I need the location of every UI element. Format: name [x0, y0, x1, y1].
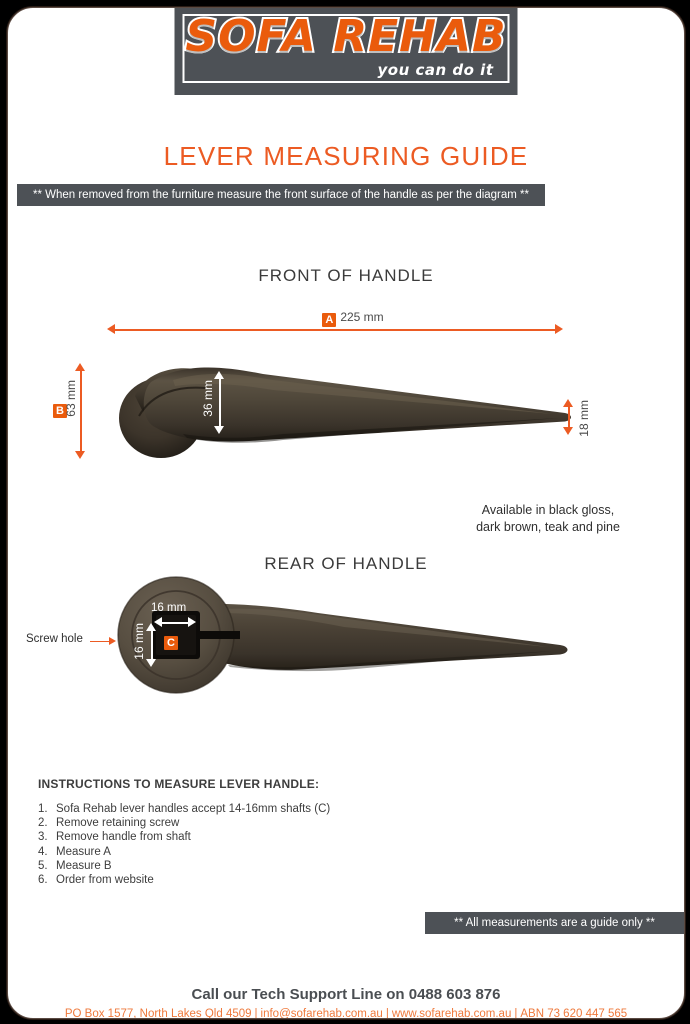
arrow-bar	[90, 641, 110, 643]
list-item	[38, 845, 458, 859]
arrow-tip-right	[109, 637, 116, 645]
list-item-text: Remove handle from shaft	[56, 831, 191, 844]
availability-line-2: dark brown, teak and pine	[476, 519, 620, 534]
list-item-number: 3.	[38, 831, 48, 844]
page-title: LEVER MEASURING GUIDE	[163, 141, 529, 171]
arrow-bar	[219, 376, 221, 429]
list-item-text: Remove retaining screw	[56, 817, 180, 830]
list-item	[38, 830, 458, 844]
dimension-b-value: 63 mm	[64, 380, 78, 417]
list-item-text: Sofa Rehab lever handles accept 14-16mm shafts (C)	[56, 803, 331, 815]
list-item-number: 5.	[38, 859, 48, 872]
list-item-number: 6.	[38, 873, 48, 886]
badge-a: A	[322, 313, 336, 327]
arrow-bar	[159, 622, 191, 624]
list-item-number: 2.	[38, 817, 48, 830]
list-item	[38, 873, 458, 887]
footer-abn: ABN 73 620 447 565	[520, 1008, 628, 1019]
footer-contact-line	[8, 1008, 684, 1019]
list-item-text: Measure A	[56, 845, 111, 858]
list-item-text: Order from website	[56, 873, 154, 886]
list-item	[38, 802, 458, 816]
dimension-tip-value: 18 mm	[577, 400, 591, 437]
dimension-width-value: 16 mm	[151, 602, 187, 614]
arrow-tip-right	[188, 617, 196, 627]
arrow-bar	[112, 329, 558, 331]
dimension-height-value: 16 mm	[132, 623, 146, 660]
screw-hole-label: Screw hole	[26, 633, 83, 645]
arrow-tip-right	[555, 324, 563, 334]
front-of-handle-heading: FRONT OF HANDLE	[258, 266, 434, 285]
footer-separator: |	[254, 1008, 258, 1019]
rear-of-handle-heading: REAR OF HANDLE	[264, 554, 428, 573]
tech-support-line: Call our Tech Support Line on 0488 603 876	[191, 986, 501, 1003]
list-item-text: Measure B	[56, 859, 112, 872]
arrow-tip-bottom	[214, 426, 224, 434]
dimension-width-arrow	[154, 617, 196, 628]
footer-website[interactable]: www.sofarehab.com.au	[391, 1008, 512, 1019]
guide-page	[7, 7, 685, 1019]
screw-hole-arrow-icon	[90, 637, 116, 646]
logo-brand-text: SOFA REHAB	[185, 11, 507, 62]
badge-b: B	[53, 404, 67, 418]
footer-separator: |	[385, 1008, 389, 1019]
dimension-tip-arrow	[563, 399, 574, 435]
footer-address: PO Box 1577, North Lakes Qld 4509	[64, 1008, 252, 1019]
logo-tagline: you can do it	[377, 61, 494, 79]
dimension-a-value: 225 mm	[340, 310, 384, 324]
arrow-tip-bottom	[146, 659, 156, 667]
dimension-thickness-value: 36 mm	[201, 380, 215, 417]
footer-email[interactable]: info@sofarehab.com.au	[260, 1008, 383, 1019]
badge-c: C	[164, 636, 178, 650]
list-item	[38, 816, 458, 830]
arrow-tip-bottom	[75, 451, 85, 459]
dimension-a-arrow	[107, 324, 563, 335]
availability-line-1: Available in black gloss,	[481, 503, 615, 517]
list-item	[38, 859, 458, 873]
arrow-tip-bottom	[563, 427, 573, 435]
footer-separator: |	[514, 1008, 518, 1019]
arrow-bar	[151, 628, 153, 662]
arrow-bar	[80, 368, 82, 454]
front-handle-illustration	[113, 356, 573, 461]
list-item-number: 4.	[38, 845, 48, 858]
top-note-banner: ** When removed from the furniture measure the front surface of the handle as per the diagram **	[17, 184, 545, 206]
list-item-number: 1.	[38, 803, 48, 815]
instructions-list	[38, 802, 458, 887]
instructions-title: INSTRUCTIONS TO MEASURE LEVER HANDLE:	[38, 777, 320, 791]
dimension-thickness-arrow	[214, 371, 225, 434]
availability-note	[428, 502, 668, 536]
bottom-note-banner: ** All measurements are a guide only **	[425, 912, 684, 934]
dimension-height-arrow	[146, 623, 157, 667]
brand-logo	[175, 7, 518, 95]
